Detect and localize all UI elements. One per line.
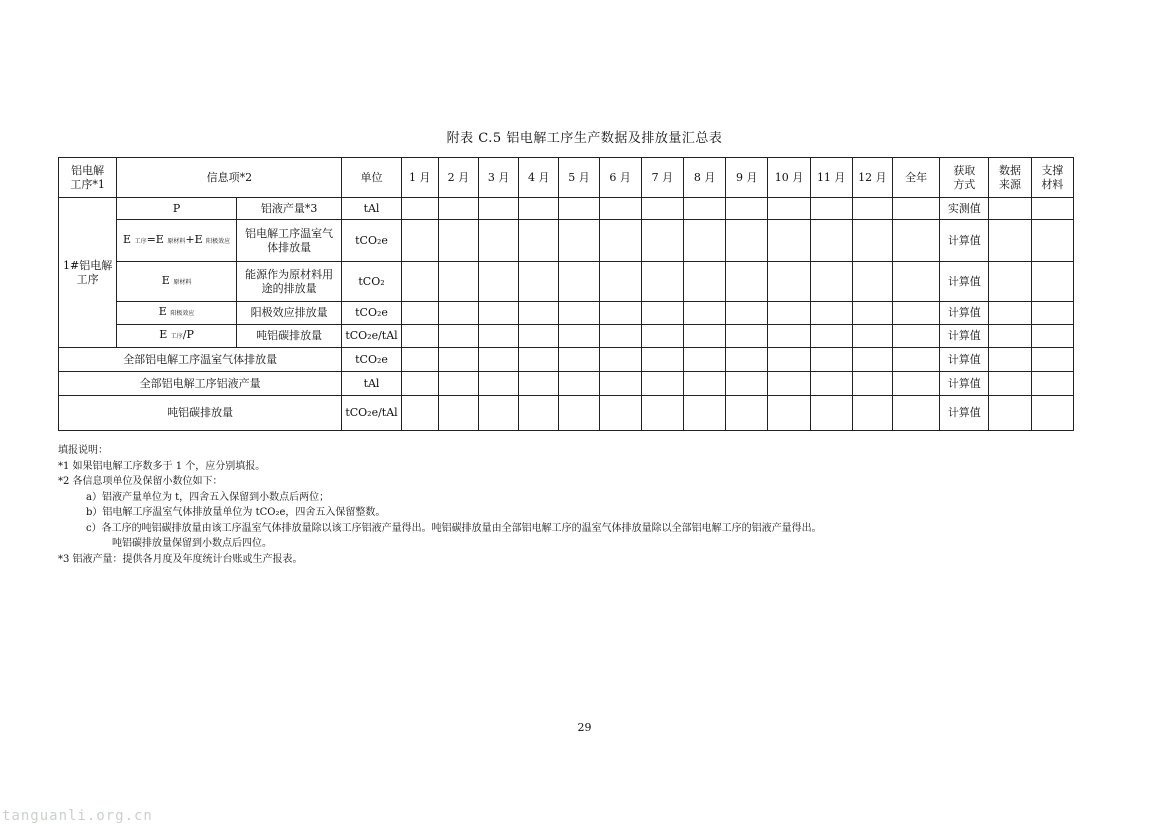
empty-cell	[401, 198, 438, 220]
note-1: *1 如果铝电解工序数多于 1 个，应分别填报。	[58, 460, 266, 472]
symbol-cell: P	[117, 198, 237, 220]
empty-cell	[599, 372, 641, 396]
header-month-1: 1 月	[401, 158, 438, 198]
empty-cell	[599, 302, 641, 325]
empty-cell	[852, 396, 892, 431]
symbol-cell: E 工序/P	[117, 325, 237, 348]
method-cell: 计算值	[940, 262, 989, 302]
empty-cell	[641, 302, 683, 325]
empty-cell	[641, 262, 683, 302]
empty-cell	[768, 198, 810, 220]
empty-cell	[479, 348, 519, 372]
table-row	[59, 325, 1074, 348]
empty-cell	[519, 262, 559, 302]
header-support: 支撑 材料	[1031, 158, 1073, 198]
note-2c-cont: 吨铝碳排放量保留到小数点后四位。	[112, 538, 272, 549]
empty-cell	[559, 396, 599, 431]
empty-cell	[726, 220, 768, 262]
empty-cell	[810, 372, 852, 396]
summary-table	[58, 157, 1074, 431]
empty-cell	[989, 220, 1031, 262]
empty-cell	[726, 325, 768, 348]
summary-label: 吨铝碳排放量	[59, 396, 342, 431]
symbol-cell: E 原材料	[117, 262, 237, 302]
header-month-7: 7 月	[641, 158, 683, 198]
empty-cell	[599, 220, 641, 262]
header-month-9: 9 月	[726, 158, 768, 198]
empty-cell	[852, 220, 892, 262]
header-month-10: 10 月	[768, 158, 810, 198]
empty-cell	[599, 262, 641, 302]
empty-cell	[768, 262, 810, 302]
method-cell: 计算值	[940, 348, 989, 372]
header-month-6: 6 月	[599, 158, 641, 198]
empty-cell	[479, 198, 519, 220]
empty-cell	[989, 198, 1031, 220]
empty-cell	[519, 325, 559, 348]
empty-cell	[559, 372, 599, 396]
empty-cell	[768, 396, 810, 431]
empty-cell	[810, 396, 852, 431]
empty-cell	[852, 325, 892, 348]
empty-cell	[519, 372, 559, 396]
unit-cell: tCO₂e/tAl	[342, 396, 401, 431]
symbol-cell: E 工序=E 原材料+E 阳极效应	[117, 220, 237, 262]
empty-cell	[989, 325, 1031, 348]
empty-cell	[479, 302, 519, 325]
empty-cell	[599, 396, 641, 431]
empty-cell	[599, 348, 641, 372]
empty-cell	[599, 325, 641, 348]
empty-cell	[438, 198, 478, 220]
empty-cell	[726, 348, 768, 372]
empty-cell	[479, 325, 519, 348]
unit-cell: tCO₂e/tAl	[342, 325, 401, 348]
header-method: 获取 方式	[940, 158, 989, 198]
empty-cell	[1031, 396, 1073, 431]
method-cell: 计算值	[940, 325, 989, 348]
empty-cell	[810, 220, 852, 262]
empty-cell	[599, 198, 641, 220]
empty-cell	[989, 396, 1031, 431]
note-3: *3 铝液产量：提供各月度及年度统计台账或生产报表。	[58, 553, 303, 565]
empty-cell	[892, 262, 939, 302]
empty-cell	[401, 372, 438, 396]
symbol-cell: E 阳极效应	[117, 302, 237, 325]
empty-cell	[683, 302, 725, 325]
description-cell: 能源作为原材料用 途的排放量	[236, 262, 342, 302]
header-full-year: 全年	[892, 158, 939, 198]
header-month-4: 4 月	[519, 158, 559, 198]
empty-cell	[641, 348, 683, 372]
process-group-label: 1#铝电解 工序	[59, 198, 117, 348]
method-cell: 计算值	[940, 372, 989, 396]
empty-cell	[852, 262, 892, 302]
empty-cell	[1031, 198, 1073, 220]
empty-cell	[1031, 302, 1073, 325]
empty-cell	[989, 262, 1031, 302]
empty-cell	[438, 372, 478, 396]
header-month-3: 3 月	[479, 158, 519, 198]
empty-cell	[810, 325, 852, 348]
method-cell: 计算值	[940, 396, 989, 431]
method-cell: 计算值	[940, 302, 989, 325]
empty-cell	[852, 372, 892, 396]
empty-cell	[438, 220, 478, 262]
empty-cell	[1031, 220, 1073, 262]
empty-cell	[479, 220, 519, 262]
empty-cell	[683, 372, 725, 396]
page-number: 29	[577, 721, 592, 734]
empty-cell	[479, 372, 519, 396]
empty-cell	[438, 302, 478, 325]
description-cell: 吨铝碳排放量	[236, 325, 342, 348]
summary-label: 全部铝电解工序铝液产量	[59, 372, 342, 396]
empty-cell	[726, 372, 768, 396]
empty-cell	[519, 302, 559, 325]
empty-cell	[892, 198, 939, 220]
empty-cell	[726, 198, 768, 220]
fill-instructions	[58, 443, 822, 567]
description-cell: 铝液产量*3	[236, 198, 342, 220]
empty-cell	[852, 302, 892, 325]
empty-cell	[559, 302, 599, 325]
empty-cell	[768, 220, 810, 262]
empty-cell	[768, 372, 810, 396]
empty-cell	[683, 262, 725, 302]
empty-cell	[989, 372, 1031, 396]
empty-cell	[683, 348, 725, 372]
notes-heading: 填报说明：	[58, 445, 108, 456]
empty-cell	[892, 325, 939, 348]
note-2b: b）铝电解工序温室气体排放量单位为 tCO₂e，四舍五入保留整数。	[86, 507, 386, 518]
empty-cell	[401, 348, 438, 372]
header-unit: 单位	[342, 158, 401, 198]
table-header-row	[59, 158, 1074, 198]
empty-cell	[726, 302, 768, 325]
header-info-item: 信息项*2	[117, 158, 342, 198]
empty-cell	[438, 325, 478, 348]
table-title: 附表 C.5 铝电解工序生产数据及排放量汇总表	[446, 131, 723, 146]
header-source: 数据 来源	[989, 158, 1031, 198]
empty-cell	[559, 325, 599, 348]
empty-cell	[401, 302, 438, 325]
empty-cell	[519, 348, 559, 372]
header-month-12: 12 月	[852, 158, 892, 198]
note-2c: c）各工序的吨铝碳排放量由该工序温室气体排放量除以该工序铝液产量得出。吨铝碳排放量由全部铝电解工序的温室气体排放量除以全部铝电解工序的铝液产量得出。	[86, 522, 822, 534]
summary-row	[59, 396, 1074, 431]
empty-cell	[1031, 325, 1073, 348]
empty-cell	[479, 396, 519, 431]
empty-cell	[401, 325, 438, 348]
unit-cell: tCO₂e	[342, 302, 401, 325]
empty-cell	[401, 220, 438, 262]
header-month-5: 5 月	[559, 158, 599, 198]
method-cell: 实测值	[940, 198, 989, 220]
empty-cell	[683, 198, 725, 220]
empty-cell	[641, 198, 683, 220]
empty-cell	[438, 396, 478, 431]
unit-cell: tAl	[342, 372, 401, 396]
empty-cell	[683, 220, 725, 262]
table-row	[59, 262, 1074, 302]
method-cell: 计算值	[940, 220, 989, 262]
empty-cell	[641, 220, 683, 262]
description-cell: 阳极效应排放量	[236, 302, 342, 325]
empty-cell	[641, 372, 683, 396]
empty-cell	[810, 262, 852, 302]
empty-cell	[559, 220, 599, 262]
empty-cell	[1031, 348, 1073, 372]
unit-cell: tAl	[342, 198, 401, 220]
empty-cell	[479, 262, 519, 302]
table-row	[59, 220, 1074, 262]
empty-cell	[726, 262, 768, 302]
unit-cell: tCO₂e	[342, 348, 401, 372]
empty-cell	[641, 396, 683, 431]
empty-cell	[810, 198, 852, 220]
empty-cell	[989, 302, 1031, 325]
empty-cell	[892, 302, 939, 325]
empty-cell	[810, 302, 852, 325]
empty-cell	[810, 348, 852, 372]
unit-cell: tCO₂	[342, 262, 401, 302]
unit-cell: tCO₂e	[342, 220, 401, 262]
summary-row	[59, 372, 1074, 396]
table-row	[59, 302, 1074, 325]
empty-cell	[683, 396, 725, 431]
empty-cell	[726, 396, 768, 431]
empty-cell	[852, 348, 892, 372]
empty-cell	[559, 262, 599, 302]
empty-cell	[641, 325, 683, 348]
empty-cell	[892, 348, 939, 372]
empty-cell	[438, 262, 478, 302]
watermark: tanguanli.org.cn	[2, 808, 153, 824]
empty-cell	[1031, 372, 1073, 396]
empty-cell	[519, 220, 559, 262]
empty-cell	[683, 325, 725, 348]
description-cell: 铝电解工序温室气 体排放量	[236, 220, 342, 262]
empty-cell	[438, 348, 478, 372]
empty-cell	[892, 372, 939, 396]
empty-cell	[892, 220, 939, 262]
empty-cell	[401, 262, 438, 302]
header-month-2: 2 月	[438, 158, 478, 198]
table-row	[59, 198, 1074, 220]
empty-cell	[768, 302, 810, 325]
empty-cell	[852, 198, 892, 220]
note-2a: a）铝液产量单位为 t，四舍五入保留到小数点后两位；	[86, 491, 330, 503]
empty-cell	[401, 396, 438, 431]
summary-label: 全部铝电解工序温室气体排放量	[59, 348, 342, 372]
empty-cell	[559, 198, 599, 220]
empty-cell	[519, 396, 559, 431]
empty-cell	[892, 396, 939, 431]
empty-cell	[989, 348, 1031, 372]
header-month-8: 8 月	[683, 158, 725, 198]
header-process: 铝电解 工序*1	[59, 158, 117, 198]
empty-cell	[519, 198, 559, 220]
summary-row	[59, 348, 1074, 372]
empty-cell	[1031, 262, 1073, 302]
note-2: *2 各信息项单位及保留小数位如下：	[58, 476, 223, 487]
empty-cell	[768, 325, 810, 348]
empty-cell	[768, 348, 810, 372]
header-month-11: 11 月	[810, 158, 852, 198]
empty-cell	[559, 348, 599, 372]
